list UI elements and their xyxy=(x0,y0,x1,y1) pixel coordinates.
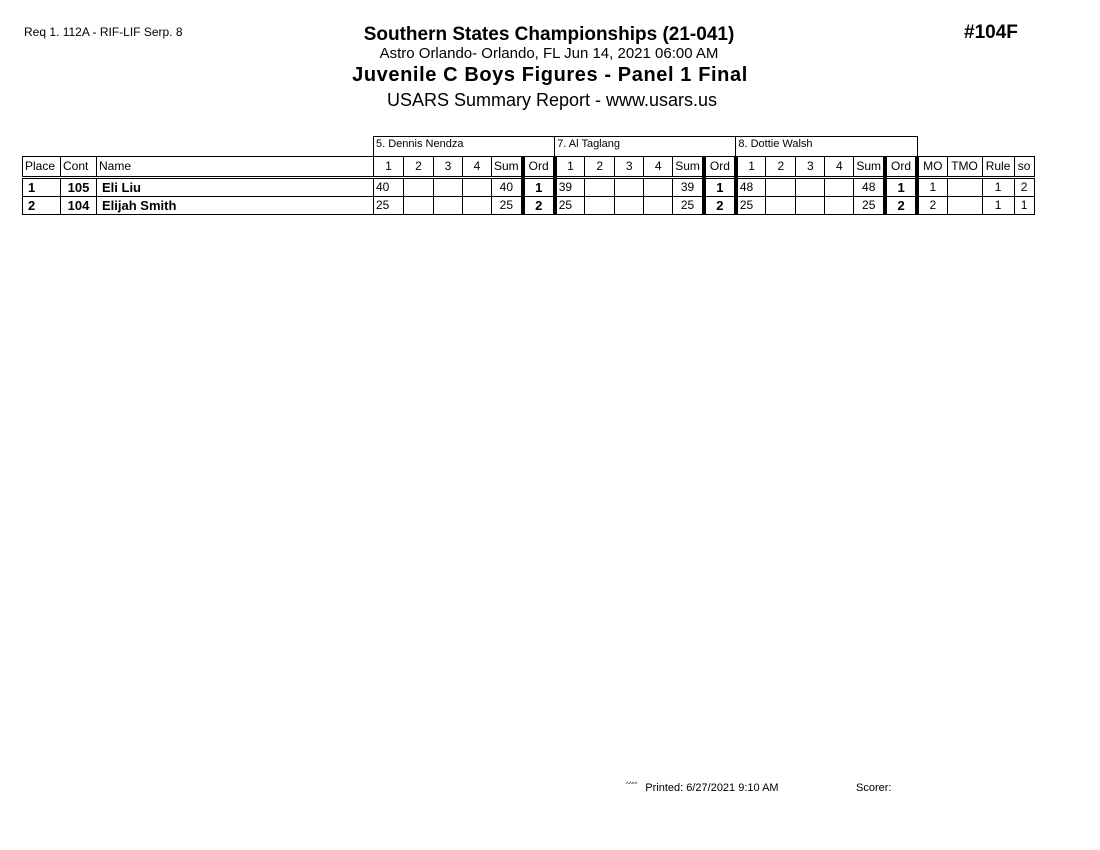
col-sum: Sum xyxy=(673,157,704,178)
table-row xyxy=(23,197,1035,215)
col-score-4: 4 xyxy=(825,157,854,178)
score-cell: 25 xyxy=(374,197,404,215)
report-name: USARS Summary Report - www.usars.us xyxy=(386,90,718,110)
score-cell xyxy=(615,197,644,215)
ord-cell: 2 xyxy=(523,197,555,215)
score-cell xyxy=(644,178,673,197)
sum-cell: 48 xyxy=(854,178,885,197)
blank-cell xyxy=(23,137,374,157)
ord-cell: 1 xyxy=(704,178,736,197)
score-cell: 40 xyxy=(374,178,404,197)
col-score-3: 3 xyxy=(796,157,825,178)
col-sum: Sum xyxy=(854,157,885,178)
score-cell xyxy=(585,197,615,215)
table-row xyxy=(23,178,1035,197)
rule-cell: 1 xyxy=(982,197,1014,215)
col-rule: Rule xyxy=(982,157,1014,178)
col-ord: Ord xyxy=(704,157,736,178)
blank-cell xyxy=(917,137,1034,157)
col-tmo: TMO xyxy=(947,157,982,178)
judge-header: 5. Dennis Nendza xyxy=(374,137,555,157)
score-cell xyxy=(463,197,492,215)
col-sum: Sum xyxy=(492,157,523,178)
printed-footer xyxy=(626,782,779,794)
sum-cell: 25 xyxy=(673,197,704,215)
score-cell xyxy=(796,178,825,197)
col-score-1: 1 xyxy=(736,157,766,178)
column-header-row xyxy=(23,157,1035,178)
col-score-1: 1 xyxy=(374,157,404,178)
event-name: Juvenile C Boys Figures - Panel 1 Final xyxy=(352,64,748,86)
score-cell: 48 xyxy=(736,178,766,197)
col-score-2: 2 xyxy=(766,157,796,178)
sum-cell: 25 xyxy=(492,197,523,215)
col-name: Name xyxy=(97,157,374,178)
mo-cell: 2 xyxy=(917,197,947,215)
score-cell xyxy=(766,197,796,215)
place-cell: 1 xyxy=(23,178,61,197)
so-cell: 1 xyxy=(1014,197,1034,215)
place-cell: 2 xyxy=(23,197,61,215)
col-so: so xyxy=(1014,157,1034,178)
judge-header: 7. Al Taglang xyxy=(555,137,736,157)
col-place: Place xyxy=(23,157,61,178)
score-cell xyxy=(434,197,463,215)
score-cell xyxy=(615,178,644,197)
col-score-4: 4 xyxy=(644,157,673,178)
col-score-3: 3 xyxy=(434,157,463,178)
event-number: #104F xyxy=(964,22,1018,43)
mo-cell: 1 xyxy=(917,178,947,197)
rule-cell: 1 xyxy=(982,178,1014,197)
score-cell xyxy=(585,178,615,197)
score-cell: 25 xyxy=(555,197,585,215)
score-cell: 39 xyxy=(555,178,585,197)
score-cell xyxy=(796,197,825,215)
col-mo: MO xyxy=(917,157,947,178)
ord-cell: 1 xyxy=(523,178,555,197)
score-cell: 25 xyxy=(736,197,766,215)
sum-cell: 25 xyxy=(854,197,885,215)
col-score-3: 3 xyxy=(615,157,644,178)
results-table xyxy=(22,136,1035,215)
score-cell xyxy=(825,197,854,215)
col-ord: Ord xyxy=(885,157,917,178)
scorer-label: Scorer: xyxy=(856,782,892,794)
score-cell xyxy=(434,178,463,197)
cont-cell: 105 xyxy=(61,178,97,197)
score-cell xyxy=(766,178,796,197)
footer-marker: ^^^^ xyxy=(626,782,638,788)
col-cont: Cont xyxy=(61,157,97,178)
sum-cell: 39 xyxy=(673,178,704,197)
score-cell xyxy=(463,178,492,197)
ord-cell: 2 xyxy=(885,197,917,215)
ord-cell: 1 xyxy=(885,178,917,197)
judge-header-row xyxy=(23,137,1035,157)
name-cell: Eli Liu xyxy=(97,178,374,197)
score-cell xyxy=(644,197,673,215)
judge-header: 8. Dottie Walsh xyxy=(736,137,917,157)
ord-cell: 2 xyxy=(704,197,736,215)
sum-cell: 40 xyxy=(492,178,523,197)
score-cell xyxy=(825,178,854,197)
tmo-cell xyxy=(947,197,982,215)
location-datetime: Astro Orlando- Orlando, FL Jun 14, 2021 06:00 AM xyxy=(379,45,719,62)
name-cell: Elijah Smith xyxy=(97,197,374,215)
col-score-2: 2 xyxy=(404,157,434,178)
printed-timestamp: Printed: 6/27/2021 9:10 AM xyxy=(645,782,779,794)
col-score-4: 4 xyxy=(463,157,492,178)
cont-cell: 104 xyxy=(61,197,97,215)
score-cell xyxy=(404,197,434,215)
score-cell xyxy=(404,178,434,197)
request-line: Req 1. 112A - RIF-LIF Serp. 8 xyxy=(24,25,183,39)
col-score-2: 2 xyxy=(585,157,615,178)
competition-title: Southern States Championships (21-041) xyxy=(363,24,735,45)
so-cell: 2 xyxy=(1014,178,1034,197)
col-score-1: 1 xyxy=(555,157,585,178)
tmo-cell xyxy=(947,178,982,197)
col-ord: Ord xyxy=(523,157,555,178)
